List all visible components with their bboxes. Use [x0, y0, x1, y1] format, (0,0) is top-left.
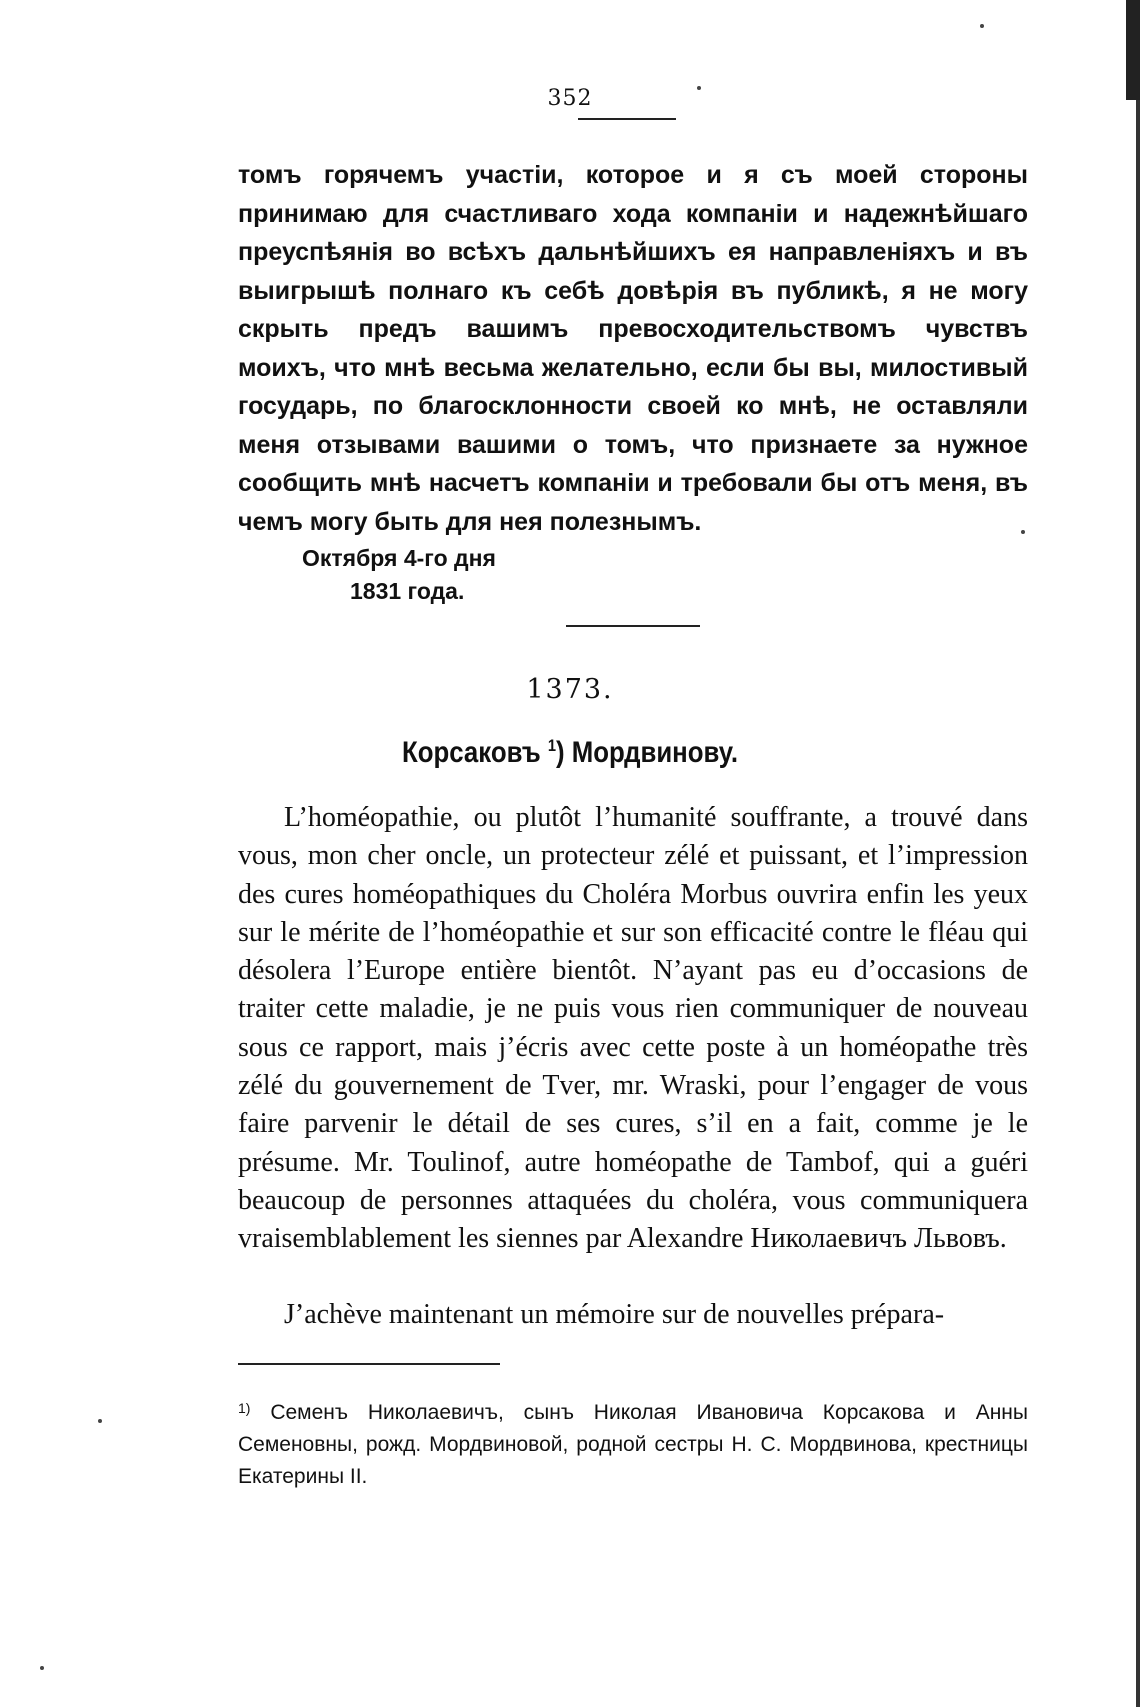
- footnote: [238, 1392, 1028, 1493]
- letter-title: [80, 736, 1060, 770]
- letter-sender: Корсаковъ: [401, 736, 541, 769]
- section-separator: [566, 625, 700, 627]
- letter-paragraph-1: L’homéopathie, ou plutôt l’humanité souffrante, a trouvé dans vous, mon cher oncle, un protecteur zélé et puissant, et l’impression des cures homéopathiques du Choléra Morbus ouvrira enfin les yeux sur le mérite de l’homéopathie et sur son efficacité contre le fléau qui désolera l’Europe entière bientôt. N’ayant pas eu d’occasions de traiter cette maladie, je ne puis vous rien communiquer de nouveau sous ce rapport, mais j’écris avec cette poste à un homéopathe très zélé du gouvernement de Tver, mr. Wraski, pour l’engager de vous faire parvenir le détail de ses cures, s’il en a fait, comme je le présume. Mr. Toulinof, autre homéopathe de Tambof, qui a guéri beaucoup de personnes attaquées du choléra, vous communiquera vraisemblablement les siennes par Alexandre Николаевичъ Львовъ.: [238, 802, 1028, 1255]
- scan-speck: [980, 24, 984, 28]
- footnote-text: Семенъ Николаевичъ, сынъ Николая Ивановича Корсакова и Анны Семеновны, рожд. Мордвиновой, родной сестры Н. С. Мордвинова, крестницы Екатерины II.: [238, 1401, 1029, 1488]
- letter-paragraph-2: J’achève maintenant un mémoire sur de nouvelles prépara-: [284, 1299, 945, 1330]
- page-number-rule: [578, 118, 676, 120]
- scan-speck: [40, 1666, 44, 1670]
- preceding-letter-body: томъ горячемъ участіи, которое и я съ моей стороны принимаю для счастливаго хода компаніи и надежнѣйшаго преуспѣянія во всѣхъ дальнѣйшихъ ея направленіяхъ и въ выигрышѣ полнаго къ себѣ довѣрія въ публикѣ, я не могу скрыть предъ вашимъ превосходительствомъ чувствъ моихъ, что мнѣ весьма желательно, если бы вы, милостивый государь, по благосклонности своей ко мнѣ, не оставляли меня отзывами вашими о томъ, что признаете за нужное сообщить мнѣ насчетъ компаніи и требовали бы отъ меня, въ чемъ могу быть для нея полезнымъ.: [238, 161, 1028, 536]
- scan-edge-line: [1136, 100, 1140, 1707]
- footnote-rule: [238, 1363, 500, 1365]
- letter-number: 1373.: [526, 674, 614, 705]
- footnote-reference: 1: [547, 736, 556, 755]
- page-number: 352: [547, 86, 593, 111]
- scan-edge-shadow: [1126, 0, 1140, 100]
- letter-date-line2: 1831 года.: [350, 578, 465, 604]
- letter-recipient: ) Мордвинову.: [555, 736, 738, 769]
- letter-date-line1: Октября 4-го дня: [302, 545, 496, 571]
- footnote-mark: 1): [238, 1400, 251, 1416]
- scan-speck: [98, 1419, 102, 1423]
